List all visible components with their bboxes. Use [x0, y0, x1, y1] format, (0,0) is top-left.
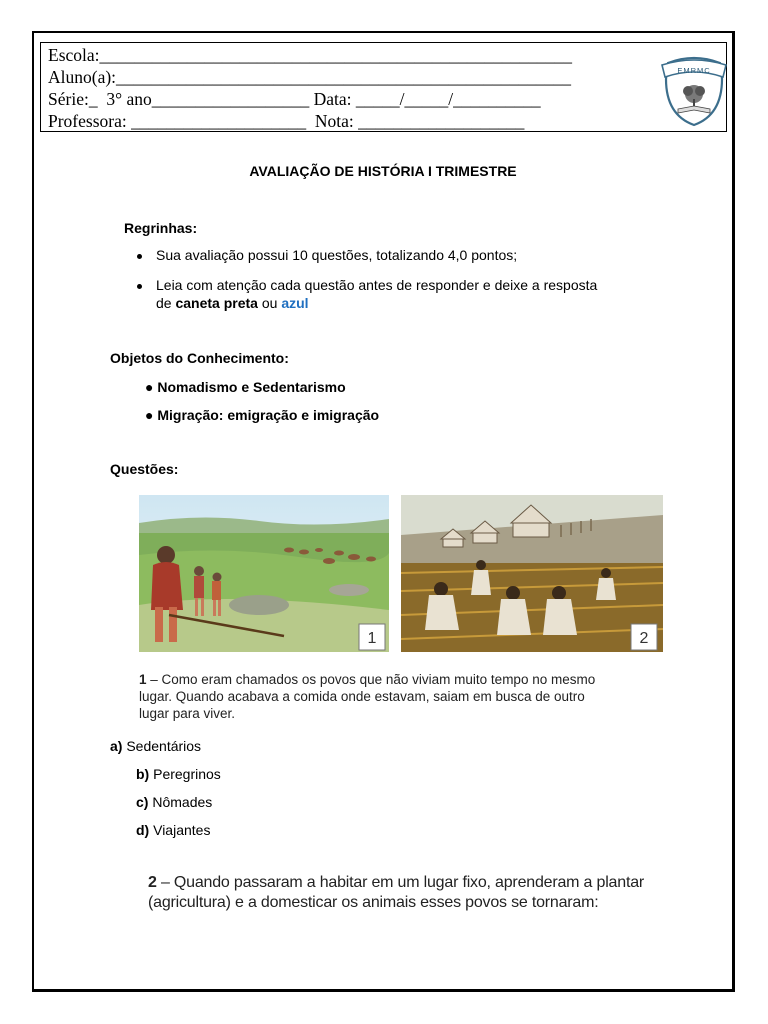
farmers-illustration	[401, 495, 663, 652]
serie-data-line: Série:_ 3° ano__________________ Data: _____/_____/__________	[48, 89, 541, 109]
question-1	[139, 671, 595, 722]
escola-line: Escola:______________________________________________________	[48, 45, 573, 65]
rules-heading: Regrinhas:	[124, 220, 198, 236]
bullet-dot	[137, 284, 142, 289]
nomads-illustration	[139, 495, 389, 652]
objects-heading: Objetos do Conhecimento:	[110, 350, 289, 366]
question-2	[148, 873, 644, 913]
rule-item-1: Sua avaliação possui 10 questões, totalizando 4,0 pontos;	[156, 247, 518, 263]
question-1-line1: 1 – Como eram chamados os povos que não viviam muito tempo no mesmo	[139, 672, 596, 687]
rule-item-2-line2: de caneta preta ou azul	[156, 295, 309, 311]
rule-item-2-line1: Leia com atenção cada questão antes de responder e deixe a resposta	[156, 277, 598, 293]
questions-heading: Questões:	[110, 461, 179, 477]
object-item-2: ● Migração: emigração e imigração	[145, 407, 380, 423]
school-logo	[660, 49, 728, 129]
option-c: c) Nômades	[136, 794, 213, 810]
question-2-line1: 2 – Quando passaram a habitar em um lugar fixo, aprenderam a plantar	[148, 874, 645, 891]
option-d: d) Viajantes	[136, 822, 211, 838]
image-2-label: 2	[639, 630, 649, 647]
option-a: a) Sedentários	[110, 738, 202, 754]
header-box	[40, 42, 727, 132]
question-1-line2: lugar. Quando acabava a comida onde estavam, saiam em busca de outro	[139, 689, 585, 704]
image-1-label: 1	[367, 630, 377, 647]
aluno-line: Aluno(a):____________________________________________________	[48, 67, 572, 87]
object-item-1: ● Nomadismo e Sedentarismo	[145, 379, 346, 395]
bullet-dot	[137, 254, 142, 259]
logo-text: EMRMC	[677, 66, 711, 75]
exam-title: AVALIAÇÃO DE HISTÓRIA I TRIMESTRE	[249, 163, 517, 179]
question-1-line3: lugar para viver.	[139, 706, 236, 721]
professora-nota-line: Professora: ____________________ Nota: ___________________	[48, 111, 525, 131]
question-2-line2: (agricultura) e a domesticar os animais esses povos se tornaram:	[148, 894, 599, 911]
option-b: b) Peregrinos	[136, 766, 221, 782]
exam-page	[32, 31, 735, 992]
